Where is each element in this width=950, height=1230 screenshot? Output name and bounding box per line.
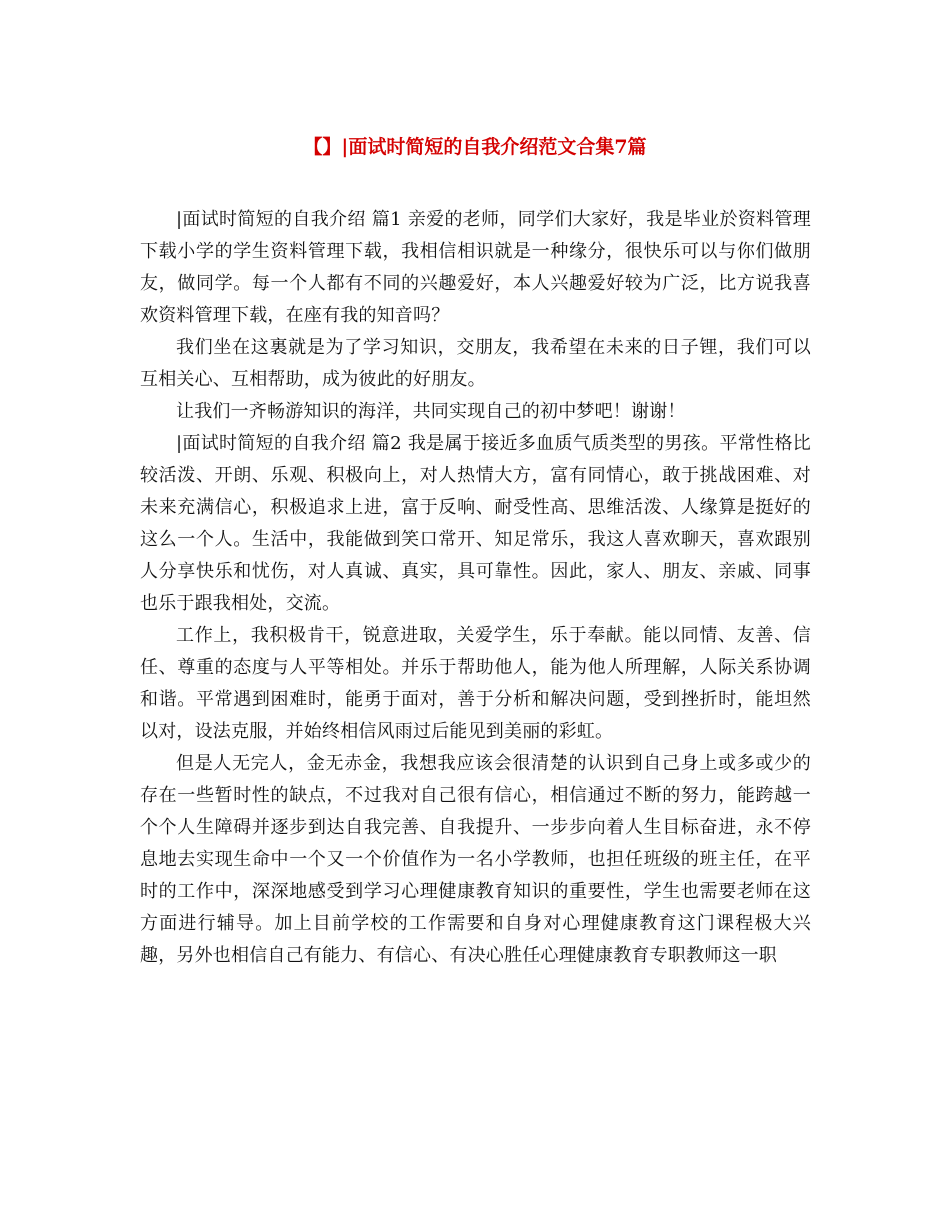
paragraph-3: 让我们一齐畅游知识的海洋，共同实现自己的初中梦吧！谢谢！ [176, 401, 686, 422]
paragraph-2: 我们坐在这裏就是为了学习知识，交朋友，我希望在未来的日子锂，我们可以互相关心、互相帮助，成为彼此的好朋友。 [140, 337, 811, 390]
document-title: 【】|面试时简短的自我介绍范文合集7篇 [303, 136, 647, 158]
paragraph-1: |面试时简短的自我介绍 篇1 亲爱的老师，同学们大家好，我是毕业於资料管理下载小学的学生资料管理下载，我相信相识就是一种缘分，很快乐可以与你们做朋友，做同学。每一个人都有不同的兴趣爱好，本人兴趣爱好较为广泛，比方说我喜欢资料管理下载，在座有我的知音吗？ [140, 209, 811, 326]
paragraph-6: 但是人无完人，金无赤金，我想我应该会很清楚的认识到自己身上或多或少的存在一些暂时性的缺点，不过我对自己很有信心，相信通过不断的努力，能跨越一个个人生障碍并逐步到达自我完善、自我提升、一步步向着人生目标奋进，永不停息地去实现生命中一个又一个价值作为一名小学教师，也担任班级的班主任，在平时的工作中，深深地感受到学习心理健康教育知识的重要性，学生也需要老师在这方面进行辅导。加上目前学校的工作需要和自身对心理健康教育这门课程极大兴趣，另外也相信自己有能力、有信心、有决心胜任心理健康教育专职教师这一职 [140, 753, 811, 966]
paragraph-5: 工作上，我积极肯干，锐意进取，关爱学生，乐于奉献。能以同情、友善、信任、尊重的态度与人平等相处。并乐于帮助他人，能为他人所理解，人际关系协调和谐。平常遇到困难时，能勇于面对，善于分析和解决问题，受到挫折时，能坦然以对，设法克服，并始终相信风雨过后能见到美丽的彩虹。 [140, 625, 811, 742]
document-body [140, 204, 811, 972]
paragraph-4: |面试时简短的自我介绍 篇2 我是属于接近多血质气质类型的男孩。平常性格比较活泼、开朗、乐观、积极向上，对人热情大方，富有同情心，敢于挑战困难、对未来充满信心，积极追求上进，富于反响、耐受性高、思维活泼、人缘算是挺好的这么一个人。生活中，我能做到笑口常开、知足常乐，我这人喜欢聊天，喜欢跟别人分享快乐和忧伤，对人真诚、真实，具可靠性。因此，家人、朋友、亲戚、同事也乐于跟我相处，交流。 [140, 433, 811, 614]
